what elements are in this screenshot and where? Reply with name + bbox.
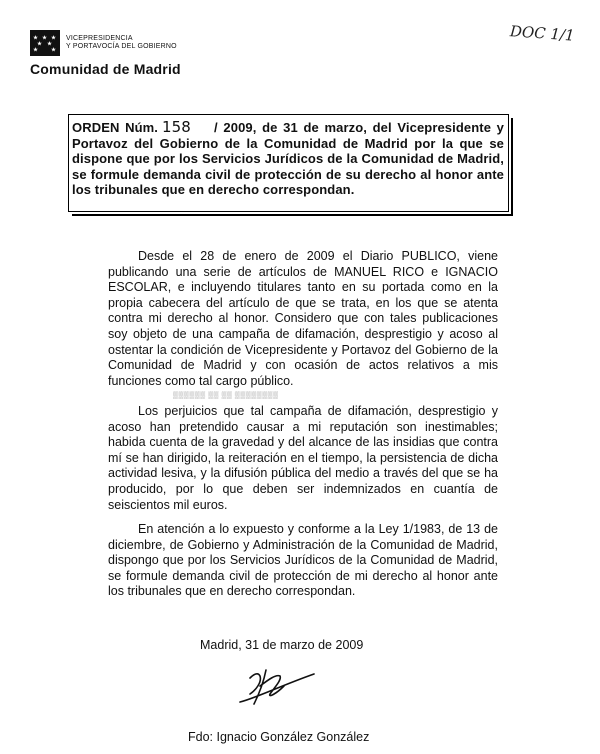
signature-icon [236, 664, 316, 708]
star-icon [51, 35, 56, 40]
svg-text:DOC 1/1: DOC 1/1 [509, 22, 576, 45]
paragraph-2: Los perjuicios que tal campaña de difamación, desprestigio y acoso han pretendido causar a mi reputación son inestimables; habida cuenta de la gravedad y del alcance de las insidias que contra mí se han dirigido, la reiteración en el tiempo, la persistencia de dicha actividad lesiva, y la difusión pública del medio a través del que se ha producido, por lo que deben ser indemnizados en cuantía de seiscientos mil euros. [108, 404, 498, 512]
department-line-1: VICEPRESIDENCIA [66, 35, 133, 42]
order-number: 158 [162, 118, 191, 136]
paragraph-1: Desde el 28 de enero de 2009 el Diario PUBLICO, viene publicando una serie de artículos de MANUEL RICO e IGNACIO ESCOLAR, e incluyendo titulares tanto en su portada como en la propia cabecera del artículo de que se trata, en los que se atenta contra mi derecho al honor. Considero que con tales publicaciones soy objeto de una campaña de difamación, desprestigio y acoso al ostentar la condición de Vicepresidente y Portavoz del Gobierno de la Comunidad de Madrid y con ocasión de actos relativos a mis funciones como tal cargo público. [108, 249, 498, 388]
department-name [66, 35, 177, 51]
department-line-2: Y PORTAVOCÍA DEL GOBIERNO [66, 43, 177, 50]
order-title [72, 120, 504, 198]
faint-stamp-text: ▒▒▒▒▒▒ ▒▒ ▒▒ ▒▒▒▒▒▒▒▒ [173, 392, 279, 399]
place-and-date: Madrid, 31 de marzo de 2009 [200, 638, 364, 652]
signer-name: Fdo: Ignacio González González [188, 730, 370, 744]
handwritten-doc-reference [508, 18, 576, 46]
star-icon [42, 35, 47, 40]
order-description: 2009, de 31 de marzo, del Vicepresidente y Portavoz del Gobierno de la Comunidad de Madrid por la que se dispone que por los Servicios Jurídicos de la Comunidad de Madrid, se formule demanda civil de protección de su derecho al honor ante los tribunales que en derecho correspondan. [72, 120, 505, 197]
order-separator: / [214, 120, 218, 135]
order-label: ORDEN Núm. [72, 120, 159, 135]
star-icon [51, 47, 56, 52]
star-icon [33, 35, 38, 40]
paragraph-3: En atención a lo expuesto y conforme a la Ley 1/1983, de 13 de diciembre, de Gobierno y Administración de la Comunidad de Madrid, dispongo que por los Servicios Jurídicos de la Comunidad de Madrid, se formule demanda civil de protección de mi derecho al honor ante los tribunales que en derecho correspondan. [108, 522, 498, 599]
star-icon [37, 41, 42, 46]
organization-name: Comunidad de Madrid [30, 61, 181, 77]
star-icon [47, 41, 52, 46]
star-icon [33, 47, 38, 52]
madrid-flag-logo-icon [30, 30, 60, 56]
